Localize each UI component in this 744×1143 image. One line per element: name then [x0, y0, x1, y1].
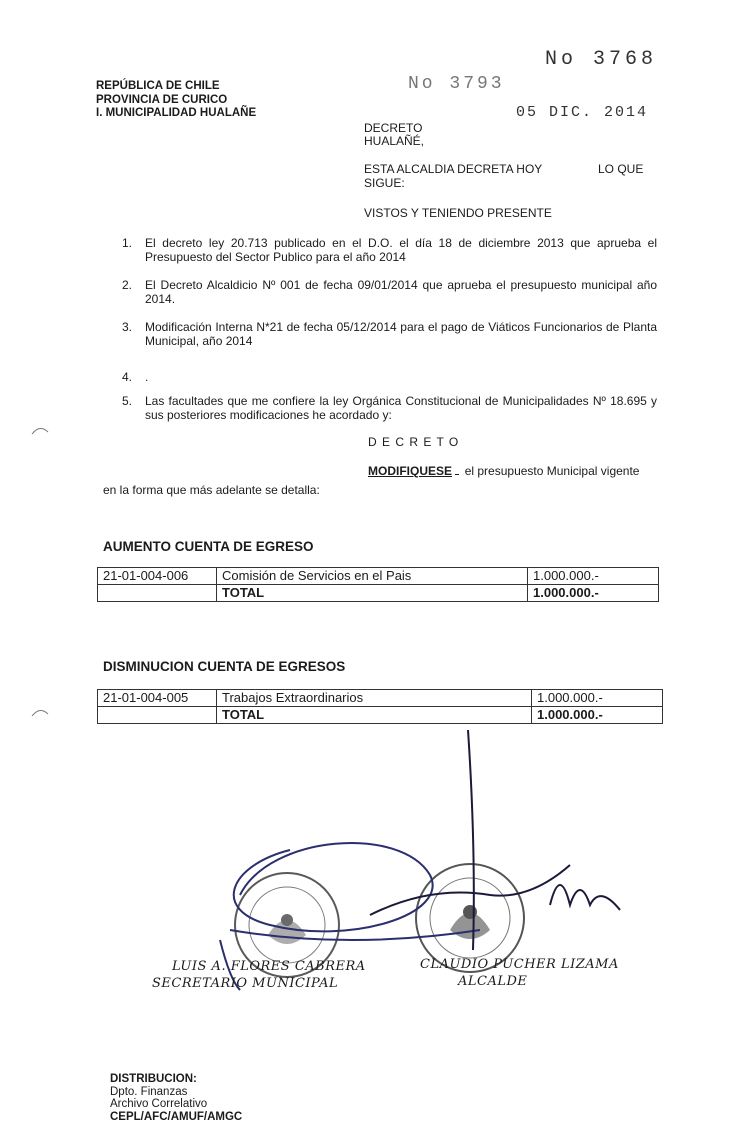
list-item-number: 2. — [122, 278, 133, 292]
letterhead-country: REPÚBLICA DE CHILE — [96, 80, 220, 92]
distribution-title: DISTRIBUCION: — [110, 1073, 197, 1085]
total-amount: 1.000.000.- — [528, 585, 659, 602]
table-row — [98, 690, 663, 707]
distribution-line: Archivo Correlativo — [110, 1098, 208, 1110]
list-item — [122, 320, 657, 348]
account-description: Comisión de Servicios en el Pais — [217, 568, 528, 585]
secretary-title: SECRETARIO MUNICIPAL — [152, 976, 339, 991]
list-item-text: . — [145, 370, 149, 384]
secretary-name: LUIS A. FLORES CABRERA — [172, 959, 366, 974]
empty-cell — [98, 585, 217, 602]
account-amount: 1.000.000.- — [528, 568, 659, 585]
list-item-number: 5. — [122, 394, 133, 408]
decree-place: HUALAÑÉ, — [364, 134, 425, 148]
decree-number-faint-stamp: No 3793 — [408, 74, 505, 94]
account-code: 21-01-004-005 — [98, 690, 217, 707]
hole-punch-marks — [28, 420, 52, 720]
mayor-name: CLAUDIO PUCHER LIZAMA — [420, 957, 619, 972]
distribution-line: Dpto. Finanzas — [110, 1085, 188, 1098]
table-row — [98, 707, 663, 724]
list-item-text: Las facultades que me confiere la ley Orgánica Constitucional de Municipalidades Nº 18.695 y sus posteriores modificaciones he acordado y: — [145, 394, 657, 422]
modifiquese-line — [368, 464, 639, 478]
disminucion-table — [97, 689, 663, 724]
aumento-title: AUMENTO CUENTA DE EGRESO — [103, 539, 314, 554]
letterhead-province: PROVINCIA DE CURICO — [96, 93, 228, 106]
decree-date: 05 DIC. 2014 — [516, 104, 649, 121]
list-item — [122, 370, 657, 384]
decree-label: DECRETO — [364, 121, 423, 135]
aumento-table — [97, 567, 659, 602]
list-item-text: Modificación Interna N*21 de fecha 05/12/2014 para el pago de Viáticos Funcionarios de Planta Municipal, año 2014 — [145, 320, 657, 348]
distribution-block — [110, 1073, 242, 1123]
list-item-number: 1. — [122, 236, 133, 250]
mayor-title: ALCALDE — [458, 974, 528, 989]
list-item-text: El Decreto Alcaldicio Nº 001 de fecha 09/01/2014 que aprueba el presupuesto municipal año 2014. — [145, 278, 657, 306]
modifiquese-rest: el presupuesto Municipal vigente — [464, 464, 640, 478]
signature-right — [370, 730, 620, 950]
list-item — [122, 236, 657, 264]
distribution-initials: CEPL/AFC/AMUF/AMGC — [110, 1110, 243, 1123]
letterhead-municipality: I. MUNICIPALIDAD HUALAÑE — [96, 107, 257, 119]
disminucion-title: DISMINUCION CUENTA DE EGRESOS — [103, 659, 346, 674]
letterhead — [96, 80, 256, 121]
total-label: TOTAL — [217, 707, 532, 724]
decree-number-stamp: No 3768 — [545, 48, 658, 71]
account-code: 21-01-004-006 — [98, 568, 217, 585]
list-item — [122, 394, 657, 422]
list-item — [122, 278, 657, 306]
table-row — [98, 585, 659, 602]
decree-statement-a: ESTA ALCALDIA DECRETA HOY — [364, 162, 543, 176]
total-amount: 1.000.000.- — [532, 707, 663, 724]
list-item-number: 3. — [122, 320, 133, 334]
list-item-number: 4. — [122, 370, 133, 384]
list-item-text: El decreto ley 20.713 publicado en el D.O. el día 18 de diciembre 2013 que aprueba el Presupuesto del Sector Publico para el año 2014 — [145, 236, 657, 264]
table-row — [98, 568, 659, 585]
decree-statement-b: LO QUE — [598, 162, 644, 176]
empty-cell — [98, 707, 217, 724]
decreto-heading: D E C R E T O — [368, 435, 460, 449]
forma-line: en la forma que más adelante se detalla: — [103, 483, 320, 497]
total-label: TOTAL — [217, 585, 528, 602]
decree-statement-c: SIGUE: — [364, 176, 405, 190]
modifiquese-word: MODIFIQUESE — [368, 464, 453, 478]
vistos-heading: VISTOS Y TENIENDO PRESENTE — [364, 206, 552, 220]
account-amount: 1.000.000.- — [532, 690, 663, 707]
account-description: Trabajos Extraordinarios — [217, 690, 532, 707]
